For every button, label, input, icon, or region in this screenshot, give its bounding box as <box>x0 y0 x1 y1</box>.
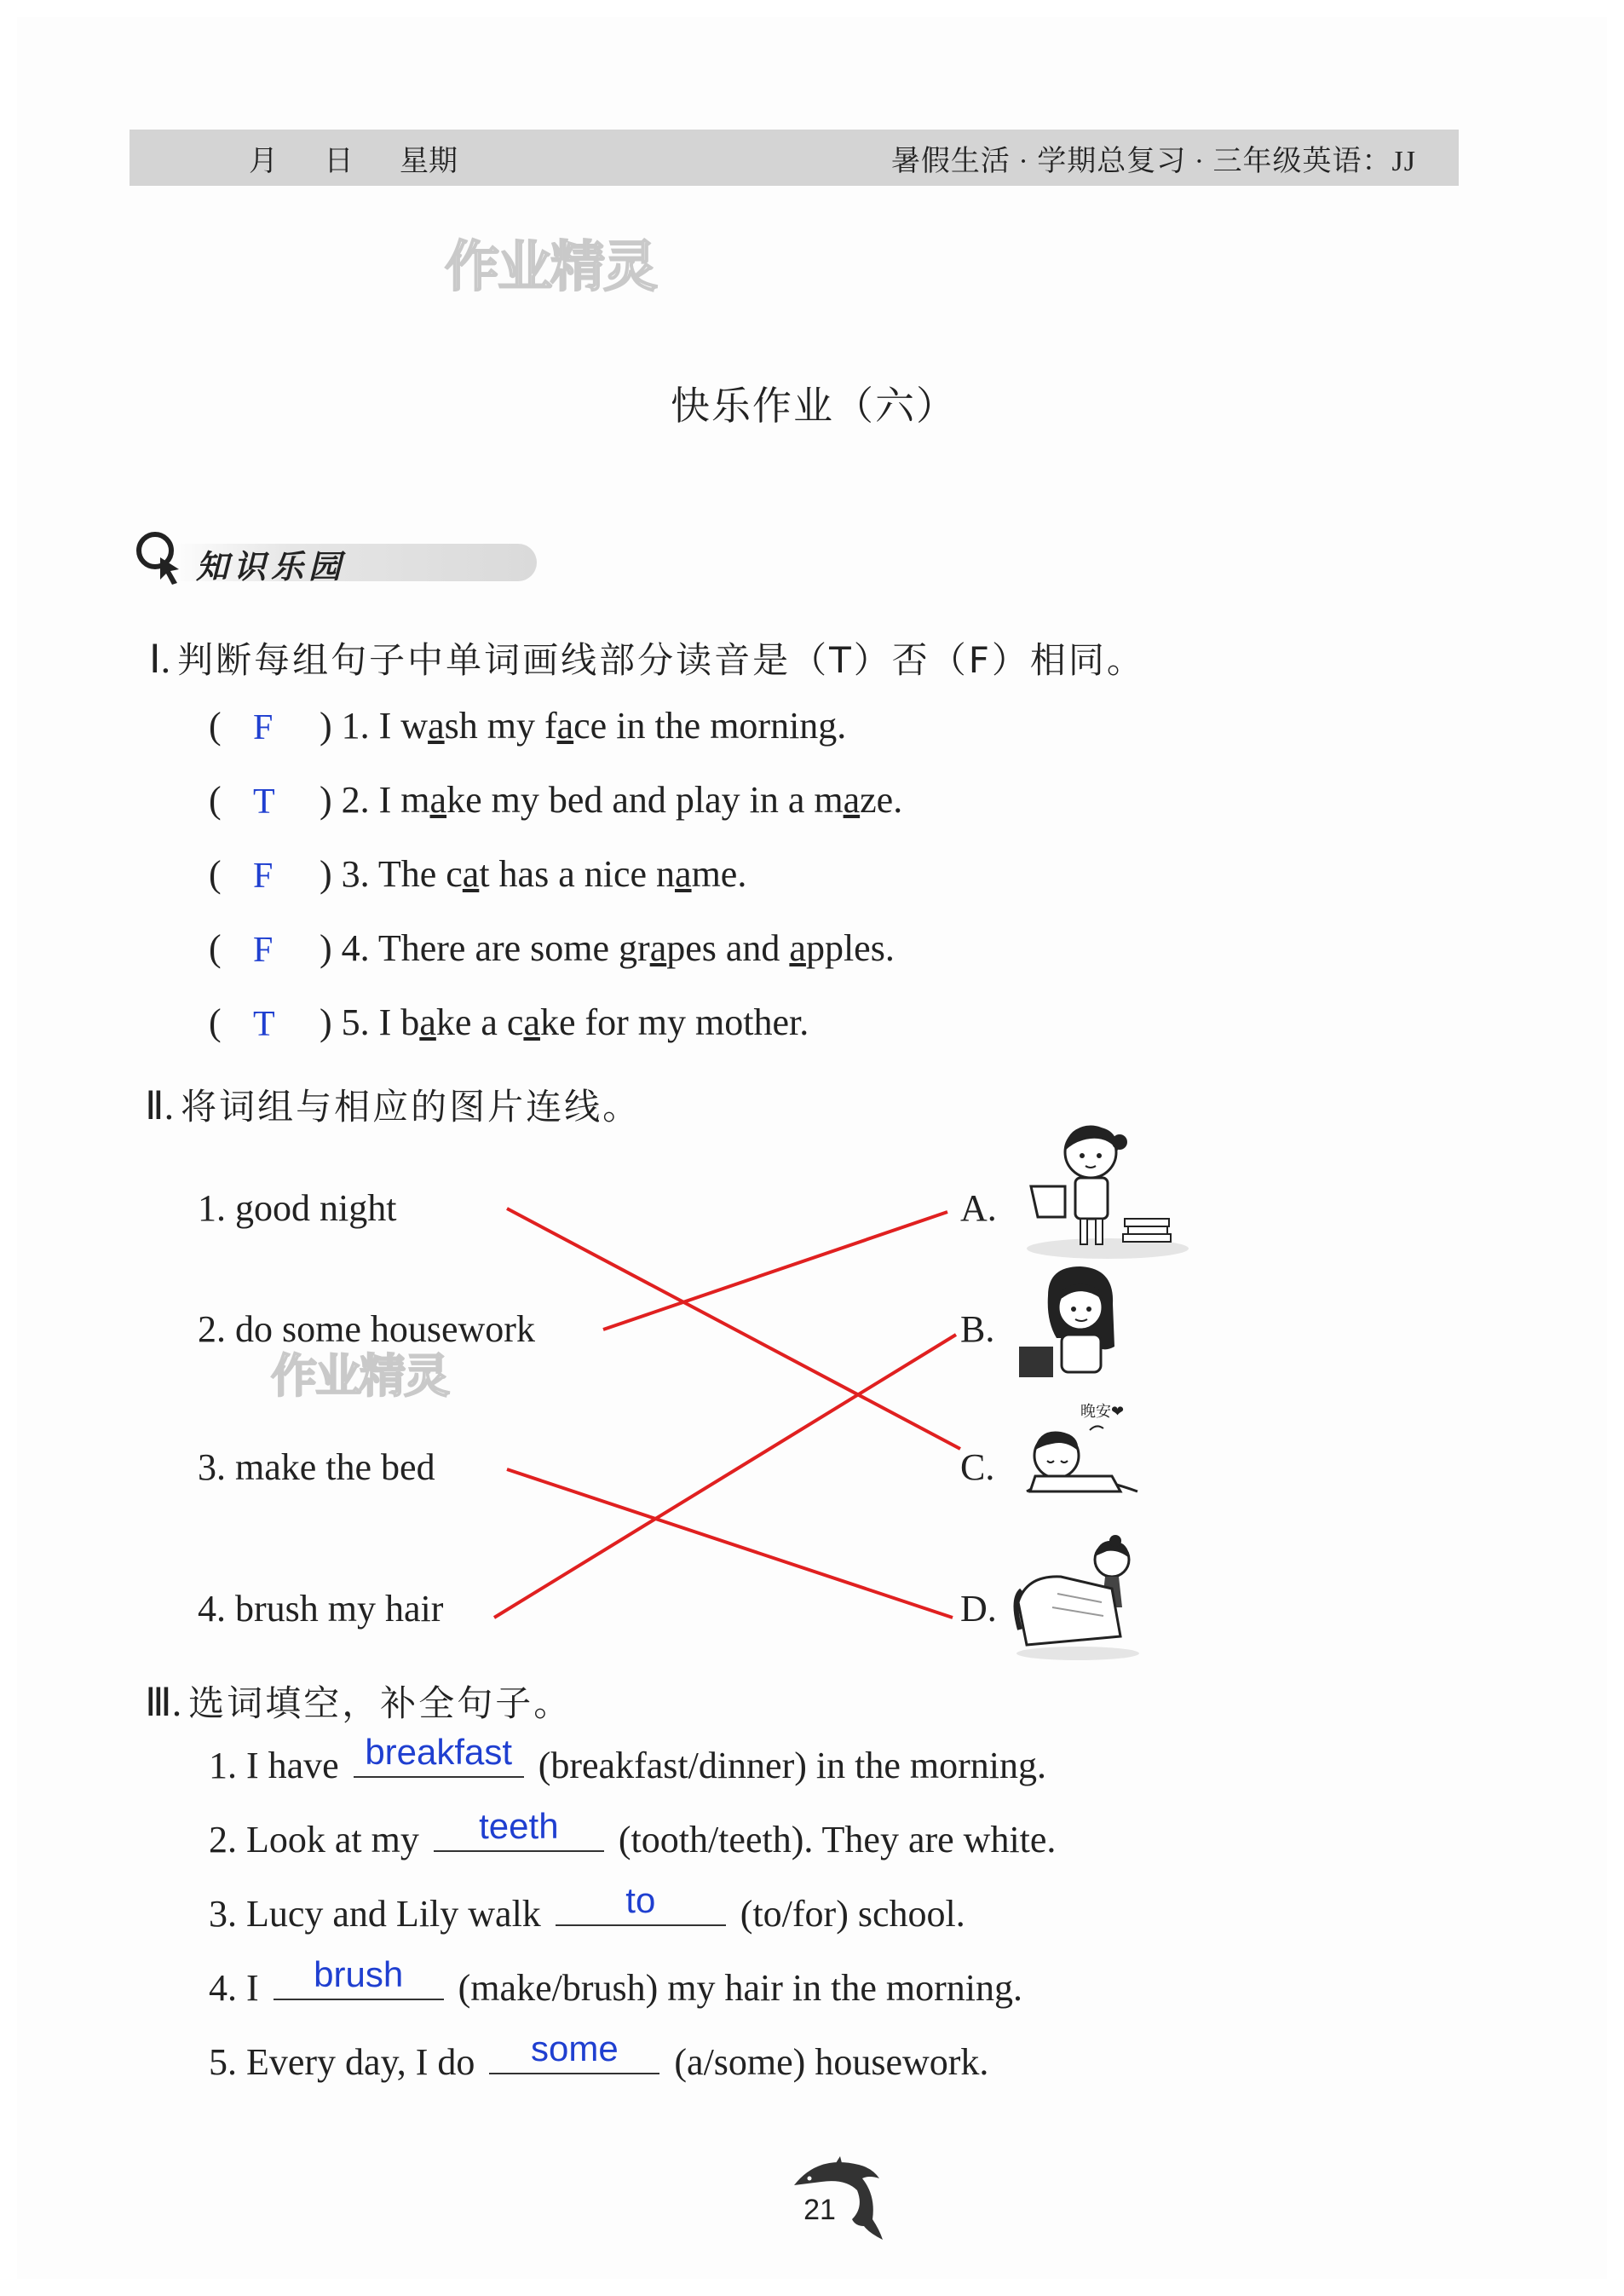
fill-blank-5: some <box>489 2040 659 2074</box>
fill-item-4: 4. I brush (make/brush) my hair in the morning. <box>209 1954 1022 2009</box>
picture-label-b: B. <box>960 1308 995 1350</box>
tf-item-4: ( F ) 4. There are some grapes and apples. <box>209 927 895 970</box>
watermark-top: 作业精灵 <box>445 236 656 299</box>
phrase-1: 1. good night <box>198 1187 397 1229</box>
part2-roman: Ⅱ. <box>145 1084 175 1128</box>
tf-item-2: ( T ) 2. I make my bed and play in a maze. <box>209 779 903 822</box>
match-line-4-b <box>494 1335 956 1618</box>
fill-blank-4: brush <box>274 1966 444 2000</box>
phrase-2: 2. do some housework <box>198 1308 535 1350</box>
watermark-middle: 作业精灵 <box>271 1349 448 1403</box>
fill-blank-1: breakfast <box>354 1744 524 1778</box>
fill-item-5: 5. Every day, I do some (a/some) housework. <box>209 2028 989 2083</box>
fill-item-3: 3. Lucy and Lily walk to (to/for) school. <box>209 1880 965 1935</box>
book-title: 暑假生活 · 学期总复习 · 三年级英语：JJ <box>890 145 1416 177</box>
part3-roman: Ⅲ. <box>145 1681 182 1724</box>
part1-instruction: 判断每组句子中单词画线部分读音是（T）否（F）相同。 <box>177 639 1145 681</box>
phrase-4: 4. brush my hair <box>198 1588 444 1630</box>
day-label: 日 <box>324 145 354 177</box>
month-label: 月 <box>249 145 278 177</box>
match-line-1-c <box>507 1209 960 1449</box>
tf-answer-2: T <box>253 782 275 822</box>
footer <box>784 2148 886 2241</box>
speech-bubble-text: 晚安❤ <box>1080 1403 1125 1421</box>
picture-label-d: D. <box>960 1588 997 1630</box>
weekday-label: 星期 <box>400 145 458 177</box>
match-line-2-a <box>603 1212 947 1330</box>
fill-blank-3: to <box>556 1892 726 1926</box>
tf-answer-4: F <box>253 931 274 970</box>
tf-item-1: ( F ) 1. I wash my face in the morning. <box>209 705 847 747</box>
match-line-3-d <box>507 1469 953 1618</box>
tf-item-5: ( T ) 5. I bake a cake for my mother. <box>209 1001 809 1044</box>
part3-instruction: 选词填空，补全句子。 <box>188 1682 573 1724</box>
phrase-3: 3. make the bed <box>198 1446 435 1488</box>
fill-item-2: 2. Look at my teeth (tooth/teeth). They are white. <box>209 1806 1057 1860</box>
part1-roman: Ⅰ. <box>149 637 171 681</box>
section-badge-label: 知识乐园 <box>196 548 347 586</box>
part2-instruction: 将词组与相应的图片连线。 <box>181 1086 642 1128</box>
page-title: 快乐作业（六） <box>671 383 957 429</box>
tf-item-3: ( F ) 3. The cat has a nice name. <box>209 853 747 896</box>
picture-label-c: C. <box>960 1446 995 1488</box>
tf-answer-3: F <box>253 857 274 896</box>
picture-label-a: A. <box>960 1187 997 1229</box>
fill-item-1: 1. I have breakfast (breakfast/dinner) in the morning. <box>209 1732 1046 1786</box>
page-number: 21 <box>803 2194 836 2226</box>
tf-answer-1: F <box>253 708 274 747</box>
fill-blank-2: teeth <box>434 1818 604 1852</box>
tf-answer-5: T <box>253 1005 275 1044</box>
part3-heading <box>145 1676 572 1727</box>
